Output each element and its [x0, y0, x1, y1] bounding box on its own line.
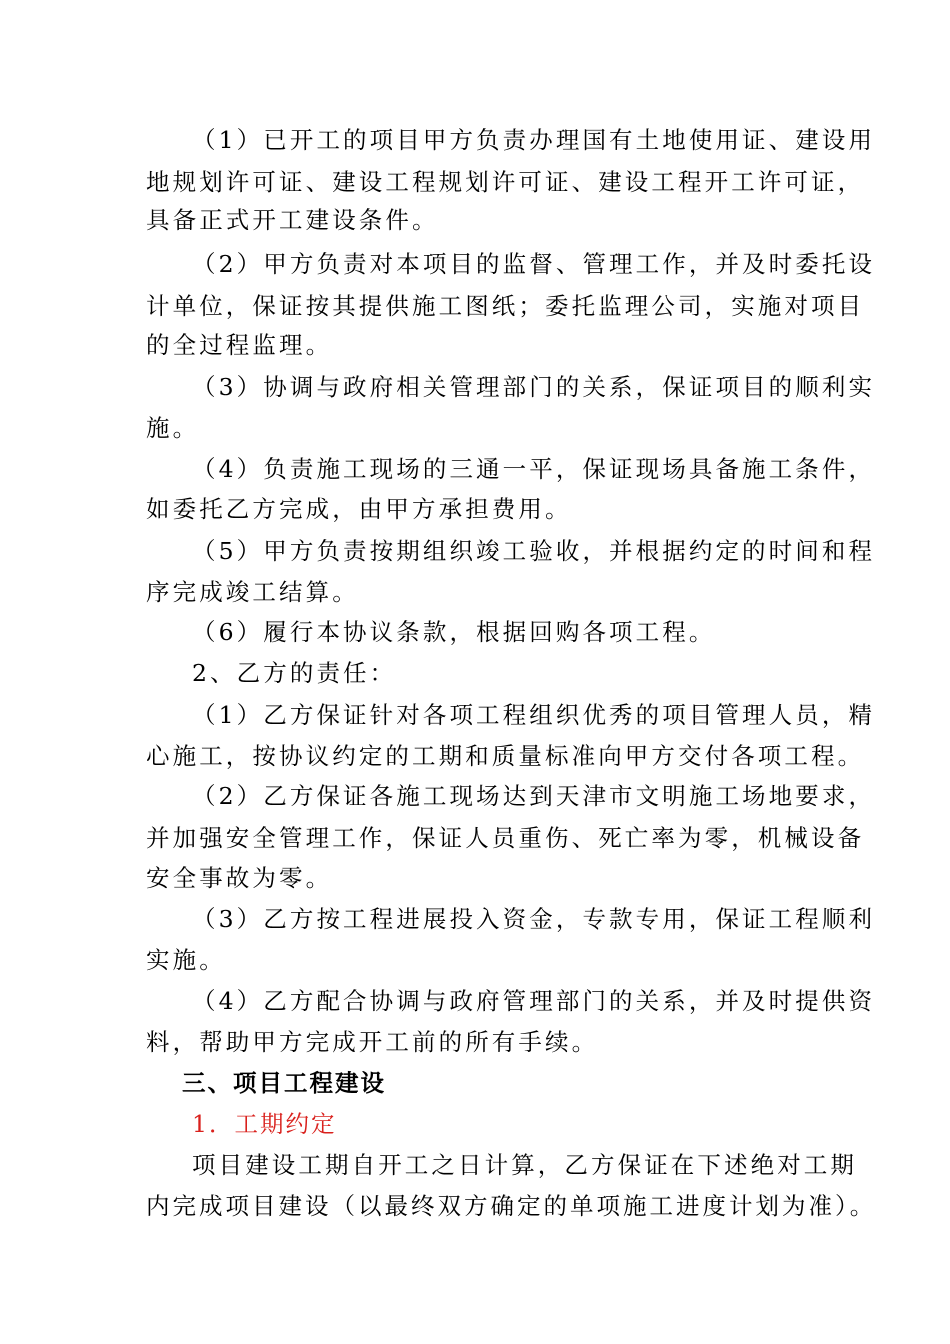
paragraph-line: （1）乙方保证针对各项工程组织优秀的项目管理人员，精: [192, 701, 876, 729]
paragraph-line: （1）已开工的项目甲方负责办理国有土地使用证、建设用: [192, 126, 876, 154]
section-heading: 三、项目工程建设: [182, 1069, 386, 1097]
paragraph-line: 施。: [146, 414, 200, 442]
paragraph-line: （4）负责施工现场的三通一平，保证现场具备施工条件，: [192, 455, 876, 483]
paragraph-line: 计单位，保证按其提供施工图纸；委托监理公司，实施对项目: [146, 292, 865, 320]
paragraph-line: 具备正式开工建设条件。: [146, 206, 439, 234]
paragraph-line: （5）甲方负责按期组织竣工验收，并根据约定的时间和程: [192, 537, 876, 565]
paragraph-line: 的全过程监理。: [146, 331, 333, 359]
paragraph-line: 料，帮助甲方完成开工前的所有手续。: [146, 1028, 599, 1056]
paragraph-line: （2）甲方负责对本项目的监督、管理工作，并及时委托设: [192, 250, 876, 278]
paragraph-line: （4）乙方配合协调与政府管理部门的关系，并及时提供资: [192, 987, 876, 1015]
paragraph-line: （3）协调与政府相关管理部门的关系，保证项目的顺利实: [192, 373, 876, 401]
paragraph-line: 安全事故为零。: [146, 864, 333, 892]
paragraph-line: 地规划许可证、建设工程规划许可证、建设工程开工许可证，: [146, 168, 865, 196]
paragraph-line: 如委托乙方完成，由甲方承担费用。: [146, 495, 572, 523]
paragraph-line: 内完成项目建设（以最终双方确定的单项施工进度计划为准）。: [146, 1192, 877, 1220]
paragraph-line: 实施。: [146, 946, 226, 974]
paragraph-line: 心施工，按协议约定的工期和质量标准向甲方交付各项工程。: [146, 742, 865, 770]
paragraph-line: 并加强安全管理工作，保证人员重伤、死亡率为零，机械设备: [146, 824, 865, 852]
highlighted-subheading: 1．工期约定: [192, 1110, 337, 1138]
paragraph-line: 项目建设工期自开工之日计算，乙方保证在下述绝对工期: [192, 1151, 857, 1179]
paragraph-line: （6）履行本协议条款，根据回购各项工程。: [192, 618, 716, 646]
paragraph-line: 序完成竣工结算。: [146, 578, 359, 606]
paragraph-line: （3）乙方按工程进展投入资金，专款专用，保证工程顺利: [192, 905, 876, 933]
paragraph-line: （2）乙方保证各施工现场达到天津市文明施工场地要求，: [192, 782, 876, 810]
section-subheading: 2、乙方的责任：: [192, 659, 397, 687]
